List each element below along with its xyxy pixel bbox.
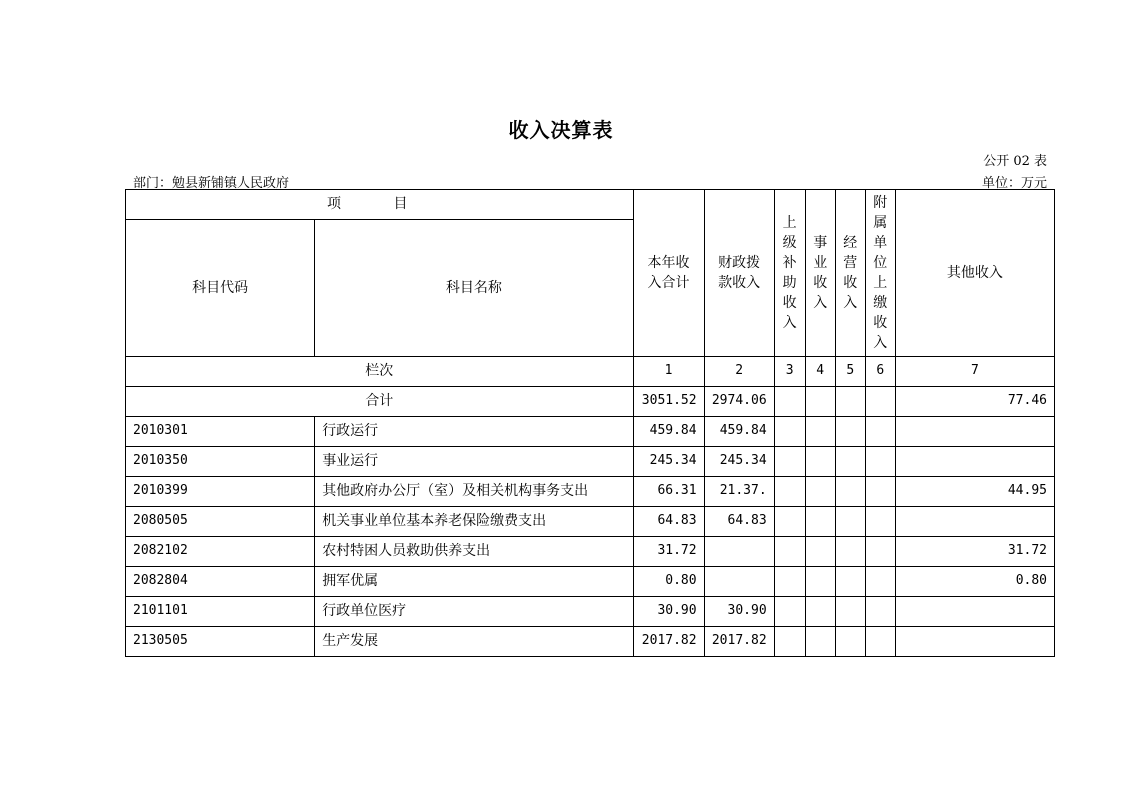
row-name: 农村特困人员救助供养支出 [315, 537, 633, 567]
header-col2: 财政拨款收入 [704, 190, 774, 357]
form-number: 公开 02 表 [983, 154, 1047, 169]
row-c5 [835, 417, 865, 447]
row-code: 2010301 [126, 417, 315, 447]
row-c4 [805, 477, 835, 507]
row-c3 [774, 477, 805, 507]
row-c7 [895, 597, 1054, 627]
row-code: 2082804 [126, 567, 315, 597]
table-row [126, 447, 1055, 477]
row-c5 [835, 627, 865, 657]
index-row [126, 357, 1055, 387]
table-row [126, 537, 1055, 567]
row-name: 行政单位医疗 [315, 597, 633, 627]
index-2: 2 [704, 357, 774, 387]
header-col1: 本年收入合计 [633, 190, 704, 357]
total-c1: 3051.52 [633, 387, 704, 417]
income-table [125, 189, 1055, 657]
row-c5 [835, 567, 865, 597]
unit-label: 单位：万元 [981, 176, 1047, 191]
row-c7 [895, 447, 1054, 477]
total-c7: 77.46 [895, 387, 1054, 417]
row-c7: 0.80 [895, 567, 1054, 597]
row-name: 拥军优属 [315, 567, 633, 597]
row-c1: 31.72 [633, 537, 704, 567]
row-c2 [704, 567, 774, 597]
row-c7 [895, 507, 1054, 537]
row-c2: 245.34 [704, 447, 774, 477]
department-label: 部门：勉县新铺镇人民政府 [133, 176, 290, 191]
row-c3 [774, 417, 805, 447]
row-c6 [865, 447, 895, 477]
row-code: 2010350 [126, 447, 315, 477]
row-c5 [835, 507, 865, 537]
row-c1: 245.34 [633, 447, 704, 477]
row-c7: 44.95 [895, 477, 1054, 507]
index-label: 栏次 [126, 357, 634, 387]
row-c4 [805, 597, 835, 627]
row-code: 2082102 [126, 537, 315, 567]
row-name: 行政运行 [315, 417, 633, 447]
row-c2: 459.84 [704, 417, 774, 447]
row-c3 [774, 597, 805, 627]
total-c3 [774, 387, 805, 417]
total-c4 [805, 387, 835, 417]
row-code: 2080505 [126, 507, 315, 537]
row-c2: 64.83 [704, 507, 774, 537]
header-col5: 经营收入 [835, 190, 865, 357]
row-code: 2101101 [126, 597, 315, 627]
row-c3 [774, 567, 805, 597]
total-c6 [865, 387, 895, 417]
total-label: 合计 [126, 387, 634, 417]
row-name: 机关事业单位基本养老保险缴费支出 [315, 507, 633, 537]
index-6: 6 [865, 357, 895, 387]
row-c2: 2017.82 [704, 627, 774, 657]
row-name: 其他政府办公厅（室）及相关机构事务支出 [315, 477, 633, 507]
table-row [126, 597, 1055, 627]
row-c5 [835, 447, 865, 477]
row-c5 [835, 477, 865, 507]
row-c1: 2017.82 [633, 627, 704, 657]
header-col4: 事业收入 [805, 190, 835, 357]
index-3: 3 [774, 357, 805, 387]
total-c2: 2974.06 [704, 387, 774, 417]
row-c2: 21.37. [704, 477, 774, 507]
index-7: 7 [895, 357, 1054, 387]
row-c6 [865, 417, 895, 447]
row-c2 [704, 537, 774, 567]
total-row [126, 387, 1055, 417]
total-c5 [835, 387, 865, 417]
header-item: 项 目 [126, 190, 634, 220]
index-4: 4 [805, 357, 835, 387]
header-col6: 附属单位上缴收入 [865, 190, 895, 357]
table-row [126, 417, 1055, 447]
row-c3 [774, 447, 805, 477]
row-c3 [774, 537, 805, 567]
table-row [126, 567, 1055, 597]
row-c4 [805, 537, 835, 567]
row-c3 [774, 507, 805, 537]
row-c7 [895, 627, 1054, 657]
row-c6 [865, 567, 895, 597]
header-col7: 其他收入 [895, 190, 1054, 357]
row-c4 [805, 567, 835, 597]
header-name: 科目名称 [315, 220, 633, 357]
header-col3: 上级补助收入 [774, 190, 805, 357]
row-code: 2010399 [126, 477, 315, 507]
table-row [126, 627, 1055, 657]
row-name: 生产发展 [315, 627, 633, 657]
index-1: 1 [633, 357, 704, 387]
table-row [126, 477, 1055, 507]
row-c4 [805, 507, 835, 537]
row-c7 [895, 417, 1054, 447]
page-title: 收入决算表 [508, 118, 614, 142]
row-c4 [805, 417, 835, 447]
row-c6 [865, 627, 895, 657]
row-c2: 30.90 [704, 597, 774, 627]
row-c6 [865, 537, 895, 567]
row-c1: 30.90 [633, 597, 704, 627]
row-c6 [865, 597, 895, 627]
index-5: 5 [835, 357, 865, 387]
row-c3 [774, 627, 805, 657]
row-c6 [865, 507, 895, 537]
row-code: 2130505 [126, 627, 315, 657]
row-c5 [835, 537, 865, 567]
row-c1: 64.83 [633, 507, 704, 537]
row-name: 事业运行 [315, 447, 633, 477]
header-code: 科目代码 [126, 220, 315, 357]
table-row [126, 507, 1055, 537]
row-c6 [865, 477, 895, 507]
row-c1: 459.84 [633, 417, 704, 447]
row-c1: 66.31 [633, 477, 704, 507]
row-c4 [805, 447, 835, 477]
row-c5 [835, 597, 865, 627]
row-c7: 31.72 [895, 537, 1054, 567]
row-c1: 0.80 [633, 567, 704, 597]
row-c4 [805, 627, 835, 657]
